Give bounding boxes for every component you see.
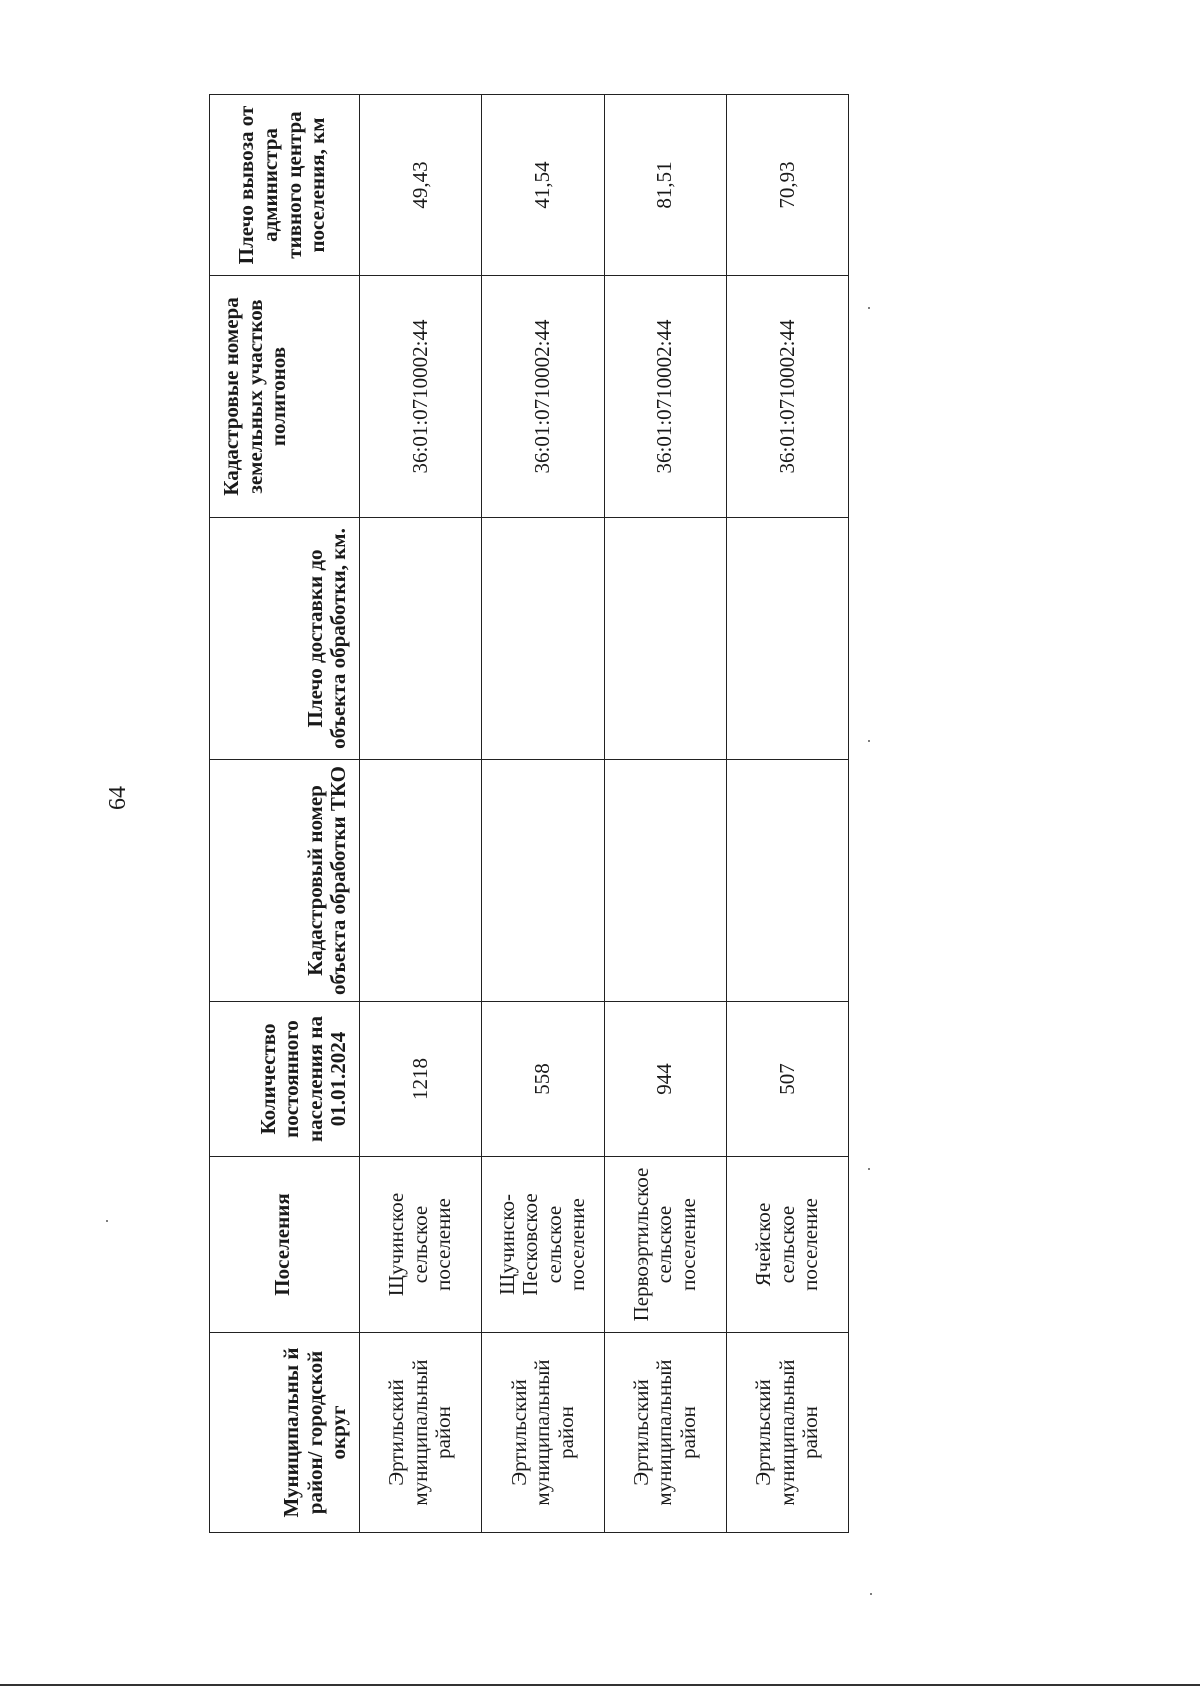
- cell-delivery-distance: [726, 518, 848, 760]
- cell-settlement: Ячейское сельское поселение: [726, 1157, 848, 1333]
- cell-settlement: Щучинско-Песковское сельское поселение: [482, 1157, 604, 1333]
- header-delivery-distance: Плечо доставки до объекта обработки, км.: [210, 518, 360, 760]
- cell-landfill-cadastral: 36:01:0710002:44: [482, 276, 604, 518]
- table-container: [209, 95, 849, 1533]
- cell-settlement: Щучинское сельское поселение: [360, 1157, 482, 1333]
- cell-population: 507: [726, 1002, 848, 1157]
- cell-processing-cadastral: [604, 760, 726, 1002]
- cell-district: Эртильский муниципальный район: [726, 1333, 848, 1533]
- cell-haul-distance: 81,51: [604, 95, 726, 276]
- cell-landfill-cadastral: 36:01:0710002:44: [360, 276, 482, 518]
- cell-haul-distance: 41,54: [482, 95, 604, 276]
- cell-landfill-cadastral: 36:01:0710002:44: [726, 276, 848, 518]
- page-number: 64: [105, 786, 131, 810]
- cell-haul-distance: 49,43: [360, 95, 482, 276]
- cell-population: 1218: [360, 1002, 482, 1157]
- header-landfill-cadastral: Кадастровые номера земельных участков полигонов: [210, 276, 360, 518]
- rotated-table-frame: [209, 95, 849, 1533]
- cell-district: Эртильский муниципальный район: [482, 1333, 604, 1533]
- cell-processing-cadastral: [726, 760, 848, 1002]
- cell-haul-distance: 70,93: [726, 95, 848, 276]
- header-haul-distance: Плечо вывоза от администра тивного центра поселения, км: [210, 95, 360, 276]
- cell-delivery-distance: [482, 518, 604, 760]
- scan-speck: [868, 1168, 870, 1170]
- scan-speck: [106, 1220, 108, 1222]
- table-row: [604, 95, 726, 1533]
- scan-speck: [868, 740, 870, 742]
- header-processing-cadastral: Кадастровый номер объекта обработки ТКО: [210, 760, 360, 1002]
- cell-district: Эртильский муниципальный район: [604, 1333, 726, 1533]
- waste-haul-table: [209, 94, 849, 1533]
- scan-speck: [870, 1593, 872, 1595]
- table-row: [360, 95, 482, 1533]
- cell-population: 558: [482, 1002, 604, 1157]
- header-population: Количество постоянного населения на 01.01.2024: [210, 1002, 360, 1157]
- cell-delivery-distance: [604, 518, 726, 760]
- cell-district: Эртильский муниципальный район: [360, 1333, 482, 1533]
- table-header-row: [210, 95, 360, 1533]
- cell-population: 944: [604, 1002, 726, 1157]
- table-row: [726, 95, 848, 1533]
- cell-processing-cadastral: [482, 760, 604, 1002]
- cell-settlement: Первоэртильское сельское поселение: [604, 1157, 726, 1333]
- header-settlement: Поселения: [210, 1157, 360, 1333]
- cell-delivery-distance: [360, 518, 482, 760]
- cell-landfill-cadastral: 36:01:0710002:44: [604, 276, 726, 518]
- cell-processing-cadastral: [360, 760, 482, 1002]
- header-district: Муниципальны й район/ городской округ: [210, 1333, 360, 1533]
- scan-speck: [868, 307, 870, 309]
- page-bottom-edge: [0, 1684, 1200, 1686]
- table-row: [482, 95, 604, 1533]
